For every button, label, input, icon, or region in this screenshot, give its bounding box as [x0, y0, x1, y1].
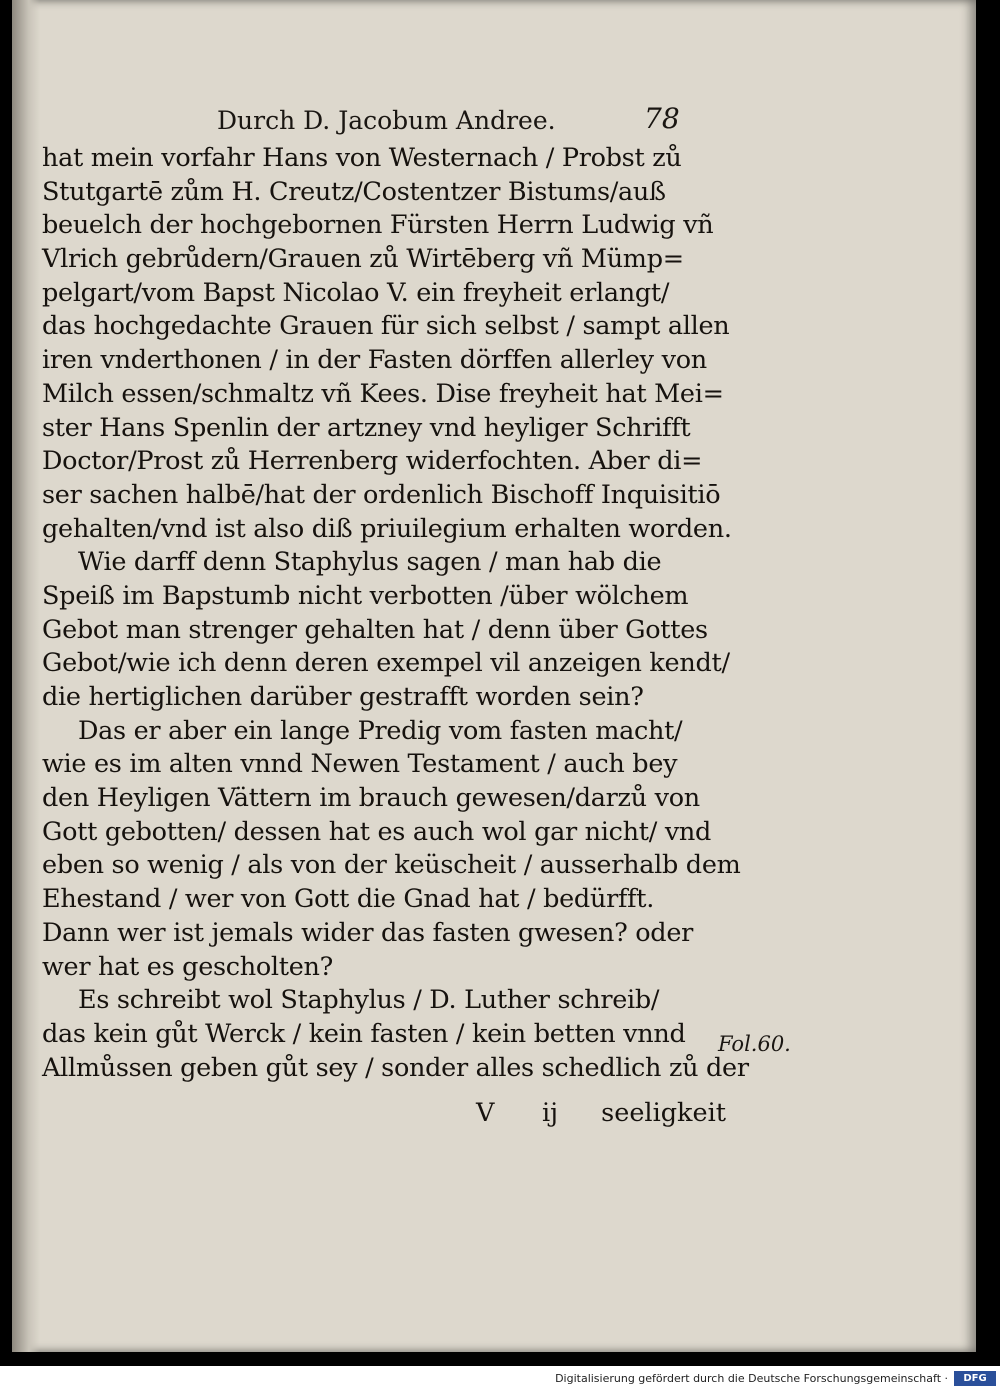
text-line: hat mein vorfahr Hans von Westernach / Probst zů [42, 143, 682, 173]
text-line: gehalten/vnd ist also diß priuilegium erhalten worden. [42, 513, 732, 544]
page-number: 78 [644, 102, 680, 135]
text-line: den Heyligen Vättern im brauch gewesen/darzů von [42, 783, 700, 814]
text-line: das kein gůt Werck / kein fasten / kein betten vnnd [42, 1018, 686, 1049]
text-line: Allmůssen geben gůt sey / sonder alles schedlich zů der [42, 1052, 749, 1083]
text-line: iren vnderthonen / in der Fasten dörffen allerley von [42, 345, 707, 376]
margin-note: Fol.60. [718, 1032, 791, 1056]
book-page [12, 0, 976, 1352]
text-line: Das er aber ein lange Predig vom fasten macht/ [78, 715, 683, 746]
text-line: Doctor/Prost zů Herrenberg widerfochten. Aber di= [42, 446, 703, 477]
text-line: Stutgartē zům H. Creutz/Costentzer Bistums/auß [42, 176, 666, 207]
text-line: die hertiglichen darüber gestrafft worden sein? [42, 682, 644, 712]
body-text [42, 142, 749, 1085]
text-line: wer hat es gescholten? [42, 951, 334, 982]
text-line: beuelch der hochgebornen Fürsten Herrn Ludwig vñ [42, 210, 714, 241]
text-line: Ehestand / wer von Gott die Gnad hat / bedürfft. [42, 884, 654, 915]
text-line: Speiß im Bapstumb nicht verbotten /über wölchem [42, 580, 689, 611]
text-line: pelgart/vom Bapst Nicolao V. ein freyheit erlangt/ [42, 277, 670, 308]
funding-notice: Digitalisierung gefördert durch die Deutsche Forschungsgemeinschaft · [555, 1372, 948, 1385]
text-line: Wie darff denn Staphylus sagen / man hab die [78, 547, 662, 578]
signature-mark: V [476, 1098, 495, 1128]
text-line: Gebot man strenger gehalten hat / denn über Gottes [42, 614, 708, 645]
text-line: eben so wenig / als von der keüscheit / ausserhalb dem [42, 850, 741, 881]
text-line: Milch essen/schmaltz vñ Kees. Dise freyheit hat Mei= [42, 378, 724, 409]
text-line: Dann wer ist jemals wider das fasten gwesen? oder [42, 917, 694, 948]
footer-bar [0, 1366, 1000, 1393]
running-head: Durch D. Jacobum Andree. [217, 106, 556, 135]
text-line: ser sachen halbē/hat der ordenlich Bischoff Inquisitiō [42, 479, 721, 510]
dfg-logo: DFG [954, 1371, 996, 1386]
text-line: Es schreibt wol Staphylus / D. Luther schreib/ [78, 985, 660, 1016]
text-line: Gott gebotten/ dessen hat es auch wol gar nicht/ vnd [42, 816, 712, 847]
text-line: wie es im alten vnnd Newen Testament / auch bey [42, 749, 678, 780]
text-line: Vlrich gebrůdern/Grauen zů Wirtēberg vñ Mümp= [42, 244, 684, 275]
page-header [12, 102, 976, 142]
text-line: ster Hans Spenlin der artzney vnd heyliger Schrifft [42, 412, 691, 443]
signature-line [452, 1098, 726, 1134]
text-line: das hochgedachte Grauen für sich selbst / sampt allen [42, 311, 730, 342]
text-line: Gebot/wie ich denn deren exempel vil anzeigen kendt/ [42, 648, 730, 679]
signature-mark-number: ij [542, 1098, 559, 1128]
catchword: seeligkeit [601, 1098, 726, 1128]
